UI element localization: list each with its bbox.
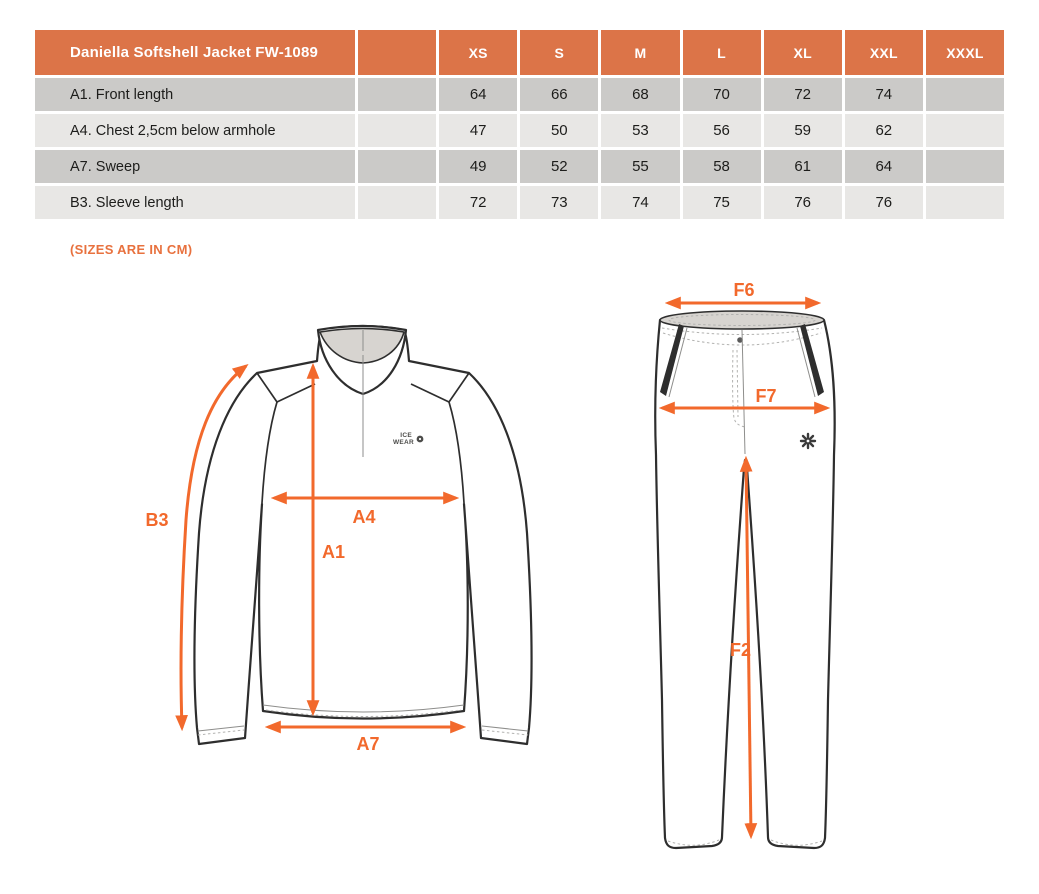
size-value-cell: 74 [601,186,679,219]
size-value-cell [358,114,436,147]
sizes-note: (SIZES ARE IN CM) [70,242,193,257]
size-column-header [358,30,436,75]
size-value-cell: 59 [764,114,842,147]
jacket-diagram [145,326,531,754]
size-value-cell [926,186,1004,219]
size-value-cell: 66 [520,78,598,111]
size-value-cell: 75 [683,186,761,219]
size-value-cell: 72 [764,78,842,111]
label-f6: F6 [733,280,755,300]
label-a4: A4 [352,507,376,527]
size-column-header: XS [439,30,517,75]
size-value-cell: 64 [845,150,923,183]
size-value-cell: 56 [683,114,761,147]
size-column-header: L [683,30,761,75]
size-column-header: XXXL [926,30,1004,75]
size-value-cell: 76 [764,186,842,219]
size-value-cell [358,78,436,111]
pants-diagram [655,280,834,848]
size-value-cell: 47 [439,114,517,147]
label-b3: B3 [145,510,169,530]
table-title: Daniella Softshell Jacket FW-1089 [35,30,355,75]
size-value-cell: 55 [601,150,679,183]
size-value-cell: 62 [845,114,923,147]
size-value-cell: 53 [601,114,679,147]
size-column-header: S [520,30,598,75]
size-value-cell: 61 [764,150,842,183]
label-a7: A7 [356,734,380,754]
size-value-cell: 70 [683,78,761,111]
pants-silhouette [655,320,834,848]
size-column-header: XXL [845,30,923,75]
size-value-cell [358,186,436,219]
label-a1: A1 [322,542,346,562]
size-value-cell: 74 [845,78,923,111]
size-column-header: XL [764,30,842,75]
snowflake-icon [801,434,815,448]
size-value-cell [926,150,1004,183]
size-value-cell [926,78,1004,111]
size-table [35,30,1004,219]
row-label: A1. Front length [35,78,355,111]
size-column-header: M [601,30,679,75]
measurement-diagram [0,270,1039,894]
size-value-cell: 73 [520,186,598,219]
size-value-cell [358,150,436,183]
size-value-cell: 72 [439,186,517,219]
pants-waistband [660,311,824,329]
logo-line2: WEAR [392,439,414,446]
size-value-cell: 58 [683,150,761,183]
row-label: B3. Sleeve length [35,186,355,219]
size-value-cell: 76 [845,186,923,219]
row-label: A7. Sweep [35,150,355,183]
size-value-cell [926,114,1004,147]
label-f7: F7 [755,386,777,406]
size-value-cell: 64 [439,78,517,111]
label-f2: F2 [729,640,751,660]
size-value-cell: 49 [439,150,517,183]
row-label: A4. Chest 2,5cm below armhole [35,114,355,147]
size-value-cell: 50 [520,114,598,147]
size-value-cell: 52 [520,150,598,183]
logo-line1: ICE [400,432,412,439]
size-value-cell: 68 [601,78,679,111]
